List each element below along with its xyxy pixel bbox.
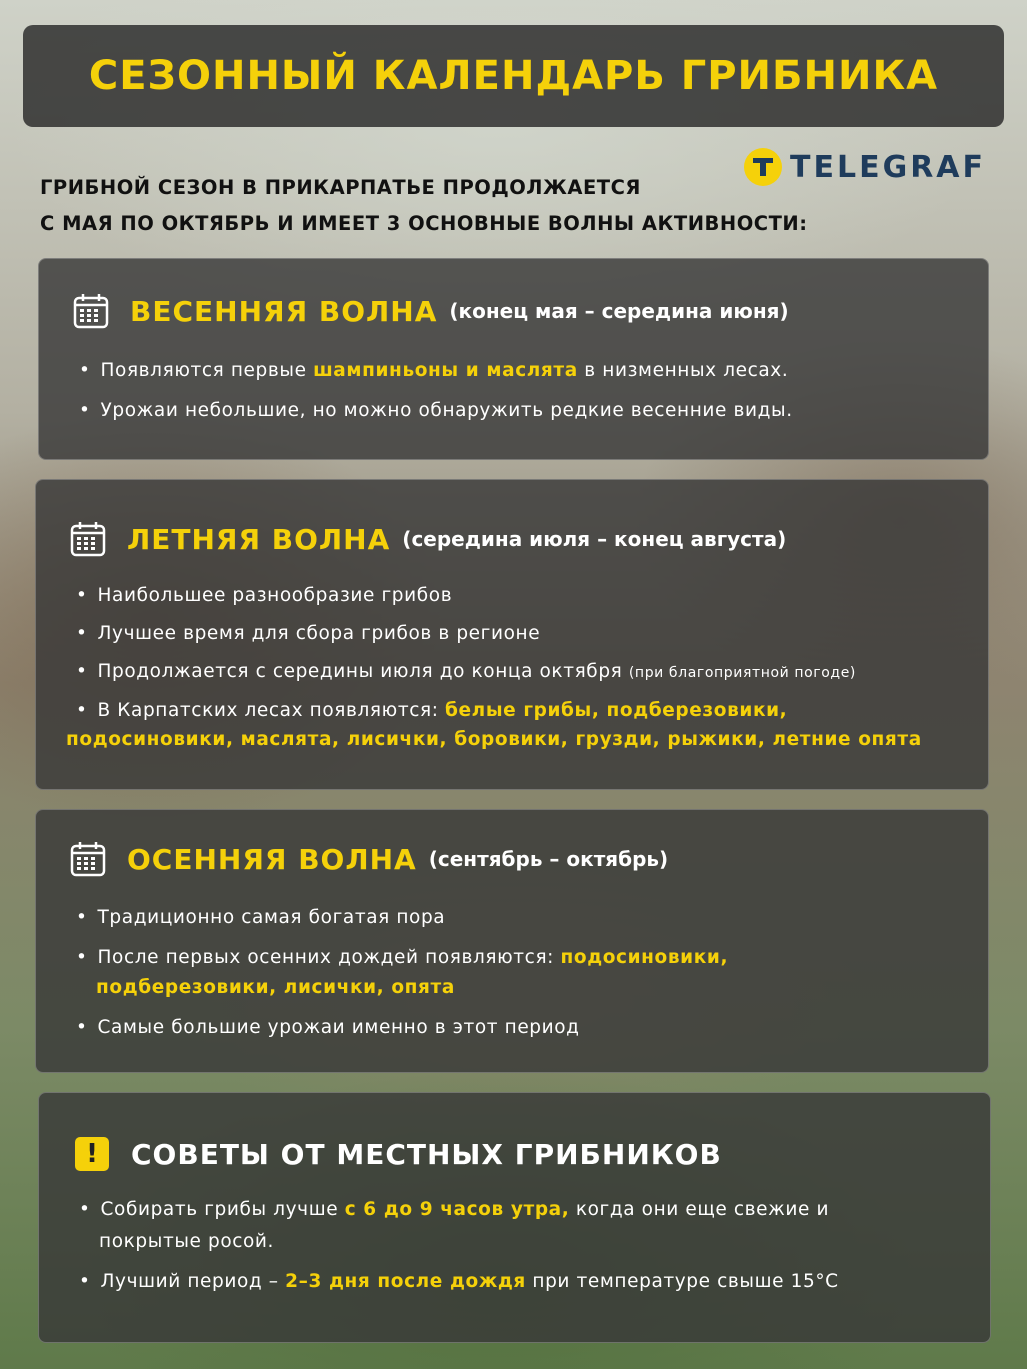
tips-title: СОВЕТЫ ОТ МЕСТНЫХ ГРИБНИКОВ (131, 1137, 722, 1171)
autumn-header (69, 840, 668, 878)
list-item: • Продолжается с середины июля до конца октября (при благоприятной погоде) (76, 661, 856, 682)
spring-card (38, 258, 989, 460)
list-item: • После первых осенних дождей появляются: подосиновики, (76, 947, 729, 968)
spring-list (79, 356, 793, 436)
list-item: • Появляются первые шампиньоны и маслята в низменных лесах. (79, 360, 789, 381)
page-title: СЕЗОННЫЙ КАЛЕНДАРЬ ГРИБНИКА (88, 53, 939, 99)
intro-text (40, 170, 920, 242)
summer-header (69, 520, 786, 558)
calendar-icon (69, 520, 107, 558)
warning-icon: ! (75, 1137, 109, 1171)
list-item: • Лучший период – 2–3 дня после дождя при температуре свыше 15°C (79, 1271, 839, 1292)
spring-header (72, 292, 789, 330)
tips-card (38, 1092, 991, 1343)
autumn-period: (сентябрь – октябрь) (428, 847, 669, 871)
summer-title: ЛЕТНЯЯ ВОЛНА (127, 522, 391, 556)
logo-text: TELEGRAF (790, 149, 987, 185)
list-item: • Наибольшее разнообразие грибов (76, 585, 453, 606)
intro-line-2: С МАЯ ПО ОКТЯБРЬ И ИМЕЕТ 3 ОСНОВНЫЕ ВОЛНЫ АКТИВНОСТИ: (40, 212, 808, 235)
autumn-card (35, 809, 989, 1073)
calendar-icon (72, 292, 110, 330)
summer-species-continued: подосиновики, маслята, лисички, боровики, грузди, рыжики, летние опята (66, 729, 922, 750)
summer-period: (середина июля – конец августа) (402, 527, 787, 551)
list-item: • Собирать грибы лучше с 6 до 9 часов утра, когда они еще свежие и (79, 1199, 830, 1220)
spring-period: (конец мая – середина июня) (449, 299, 789, 323)
calendar-icon (69, 840, 107, 878)
title-banner (23, 25, 1004, 127)
tips-header (75, 1137, 722, 1171)
list-item-continued: подберезовики, лисички, опята (96, 977, 455, 998)
spring-title: ВЕСЕННЯЯ ВОЛНА (130, 294, 438, 328)
list-item: • В Карпатских лесах появляются: белые грибы, подберезовики, (76, 700, 788, 721)
list-item: • Традиционно самая богатая пора (76, 907, 446, 928)
summer-card (35, 479, 989, 790)
tips-list (79, 1195, 839, 1307)
autumn-title: ОСЕННЯЯ ВОЛНА (127, 842, 417, 876)
list-item: • Лучшее время для сбора грибов в регионе (76, 623, 541, 644)
intro-line-1: ГРИБНОЙ СЕЗОН В ПРИКАРПАТЬЕ ПРОДОЛЖАЕТСЯ (40, 176, 641, 199)
list-item: • Самые большие урожаи именно в этот период (76, 1017, 580, 1038)
list-item-continued: покрытые росой. (99, 1231, 275, 1252)
summer-list (76, 581, 856, 726)
list-item: • Урожаи небольшие, но можно обнаружить редкие весенние виды. (79, 400, 793, 421)
autumn-list (76, 903, 728, 1053)
